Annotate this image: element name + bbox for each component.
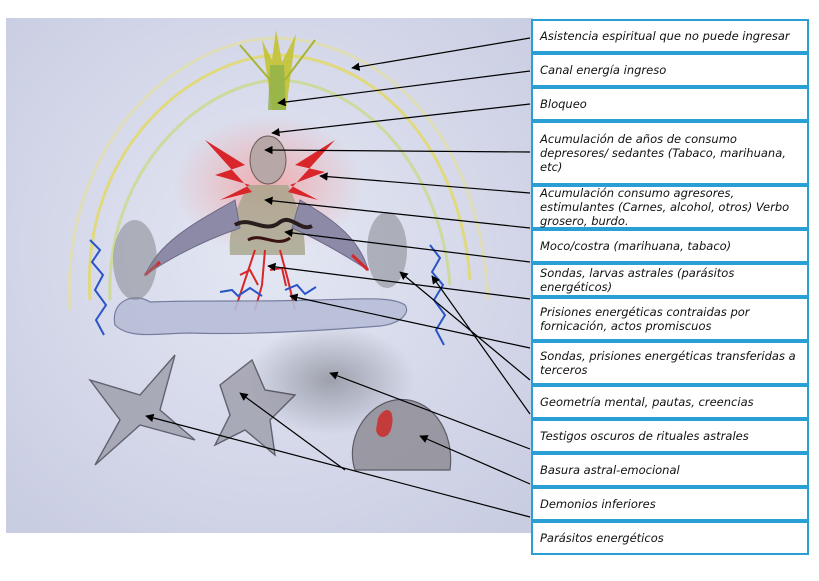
label-canal: Canal energía ingreso [531,53,809,87]
label-bloqueo: Bloqueo [531,87,809,121]
label-testigos: Testigos oscuros de rituales astrales [531,419,809,453]
label-sondas: Sondas, larvas astrales (parásitos energéticos) [531,263,809,297]
label-parasitos: Parásitos energéticos [531,521,809,555]
label-prisiones: Prisiones energéticas contraidas por fornicación, actos promiscuos [531,297,809,341]
label-demonios: Demonios inferiores [531,487,809,521]
label-sondas-transferidas: Sondas, prisiones energéticas transferidas a terceros [531,341,809,385]
label-basura: Basura astral-emocional [531,453,809,487]
label-estimulantes: Acumulación consumo agresores, estimulantes (Carnes, alcohol, otros) Verbo grosero, burdo. [531,185,809,229]
dark-witness-right [367,212,407,288]
dark-witness-left [113,220,157,300]
label-depresores: Acumulación de años de consumo depresores/ sedantes (Tabaco, marihuana, etc) [531,121,809,185]
label-geometria: Geometría mental, pautas, creencias [531,385,809,419]
label-asistencia: Asistencia espiritual que no puede ingresar [531,19,809,53]
label-moco: Moco/costra (marihuana, tabaco) [531,229,809,263]
